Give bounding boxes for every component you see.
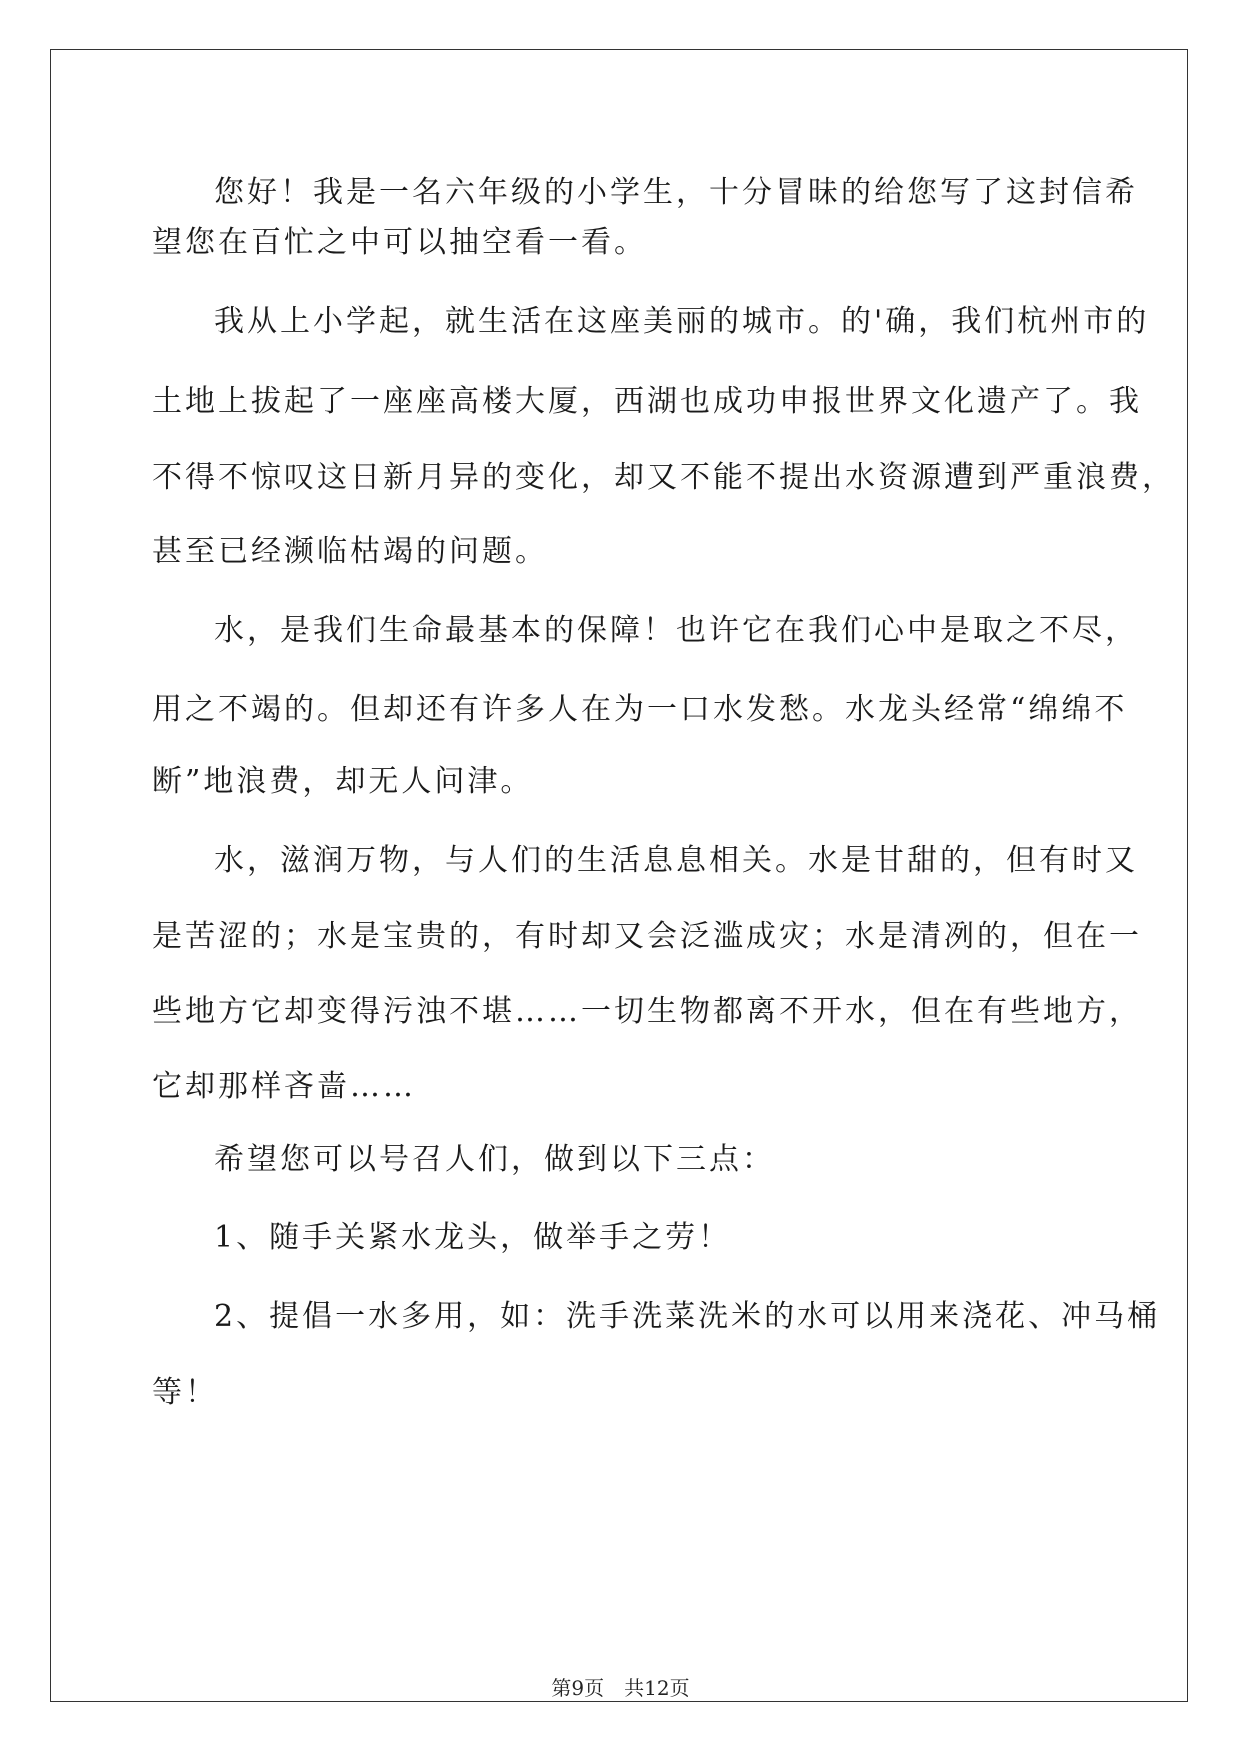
paragraph-line: 用之不竭的。但却还有许多人在为一口水发愁。水龙头经常“绵绵不 bbox=[152, 692, 1128, 727]
paragraph-line: 断”地浪费，却无人问津。 bbox=[152, 764, 534, 799]
paragraph-line: 是苦涩的；水是宝贵的，有时却又会泛滥成灾；水是清冽的，但在一 bbox=[152, 919, 1142, 954]
paragraph-line: 希望您可以号召人们，做到以下三点： bbox=[214, 1142, 775, 1177]
paragraph-line: 我从上小学起，就生活在这座美丽的城市。的'确，我们杭州市的 bbox=[214, 304, 1150, 339]
paragraph-line: 甚至已经濒临枯竭的问题。 bbox=[152, 534, 548, 569]
paragraph-line: 您好！我是一名六年级的小学生，十分冒昧的给您写了这封信希 bbox=[214, 175, 1138, 210]
paragraph-line: 2、提倡一水多用，如：洗手洗菜洗米的水可以用来浇花、冲马桶 bbox=[214, 1299, 1161, 1334]
paragraph-line: 水，是我们生命最基本的保障！也许它在我们心中是取之不尽， bbox=[214, 613, 1138, 648]
paragraph-line: 水，滋润万物，与人们的生活息息相关。水是甘甜的，但有时又 bbox=[214, 843, 1138, 878]
paragraph-line: 等！ bbox=[152, 1375, 218, 1410]
paragraph-line: 它却那样吝啬…… bbox=[152, 1069, 416, 1104]
page-number-footer: 第9页 共12页 bbox=[551, 1676, 690, 1700]
paragraph-line: 土地上拔起了一座座高楼大厦，西湖也成功申报世界文化遗产了。我 bbox=[152, 384, 1142, 419]
paragraph-line: 不得不惊叹这日新月异的变化，却又不能不提出水资源遭到严重浪费， bbox=[152, 460, 1175, 495]
paragraph-line: 望您在百忙之中可以抽空看一看。 bbox=[152, 225, 647, 260]
paragraph-line: 1、随手关紧水龙头，做举手之劳！ bbox=[214, 1220, 732, 1255]
paragraph-line: 些地方它却变得污浊不堪……一切生物都离不开水，但在有些地方， bbox=[152, 994, 1142, 1029]
